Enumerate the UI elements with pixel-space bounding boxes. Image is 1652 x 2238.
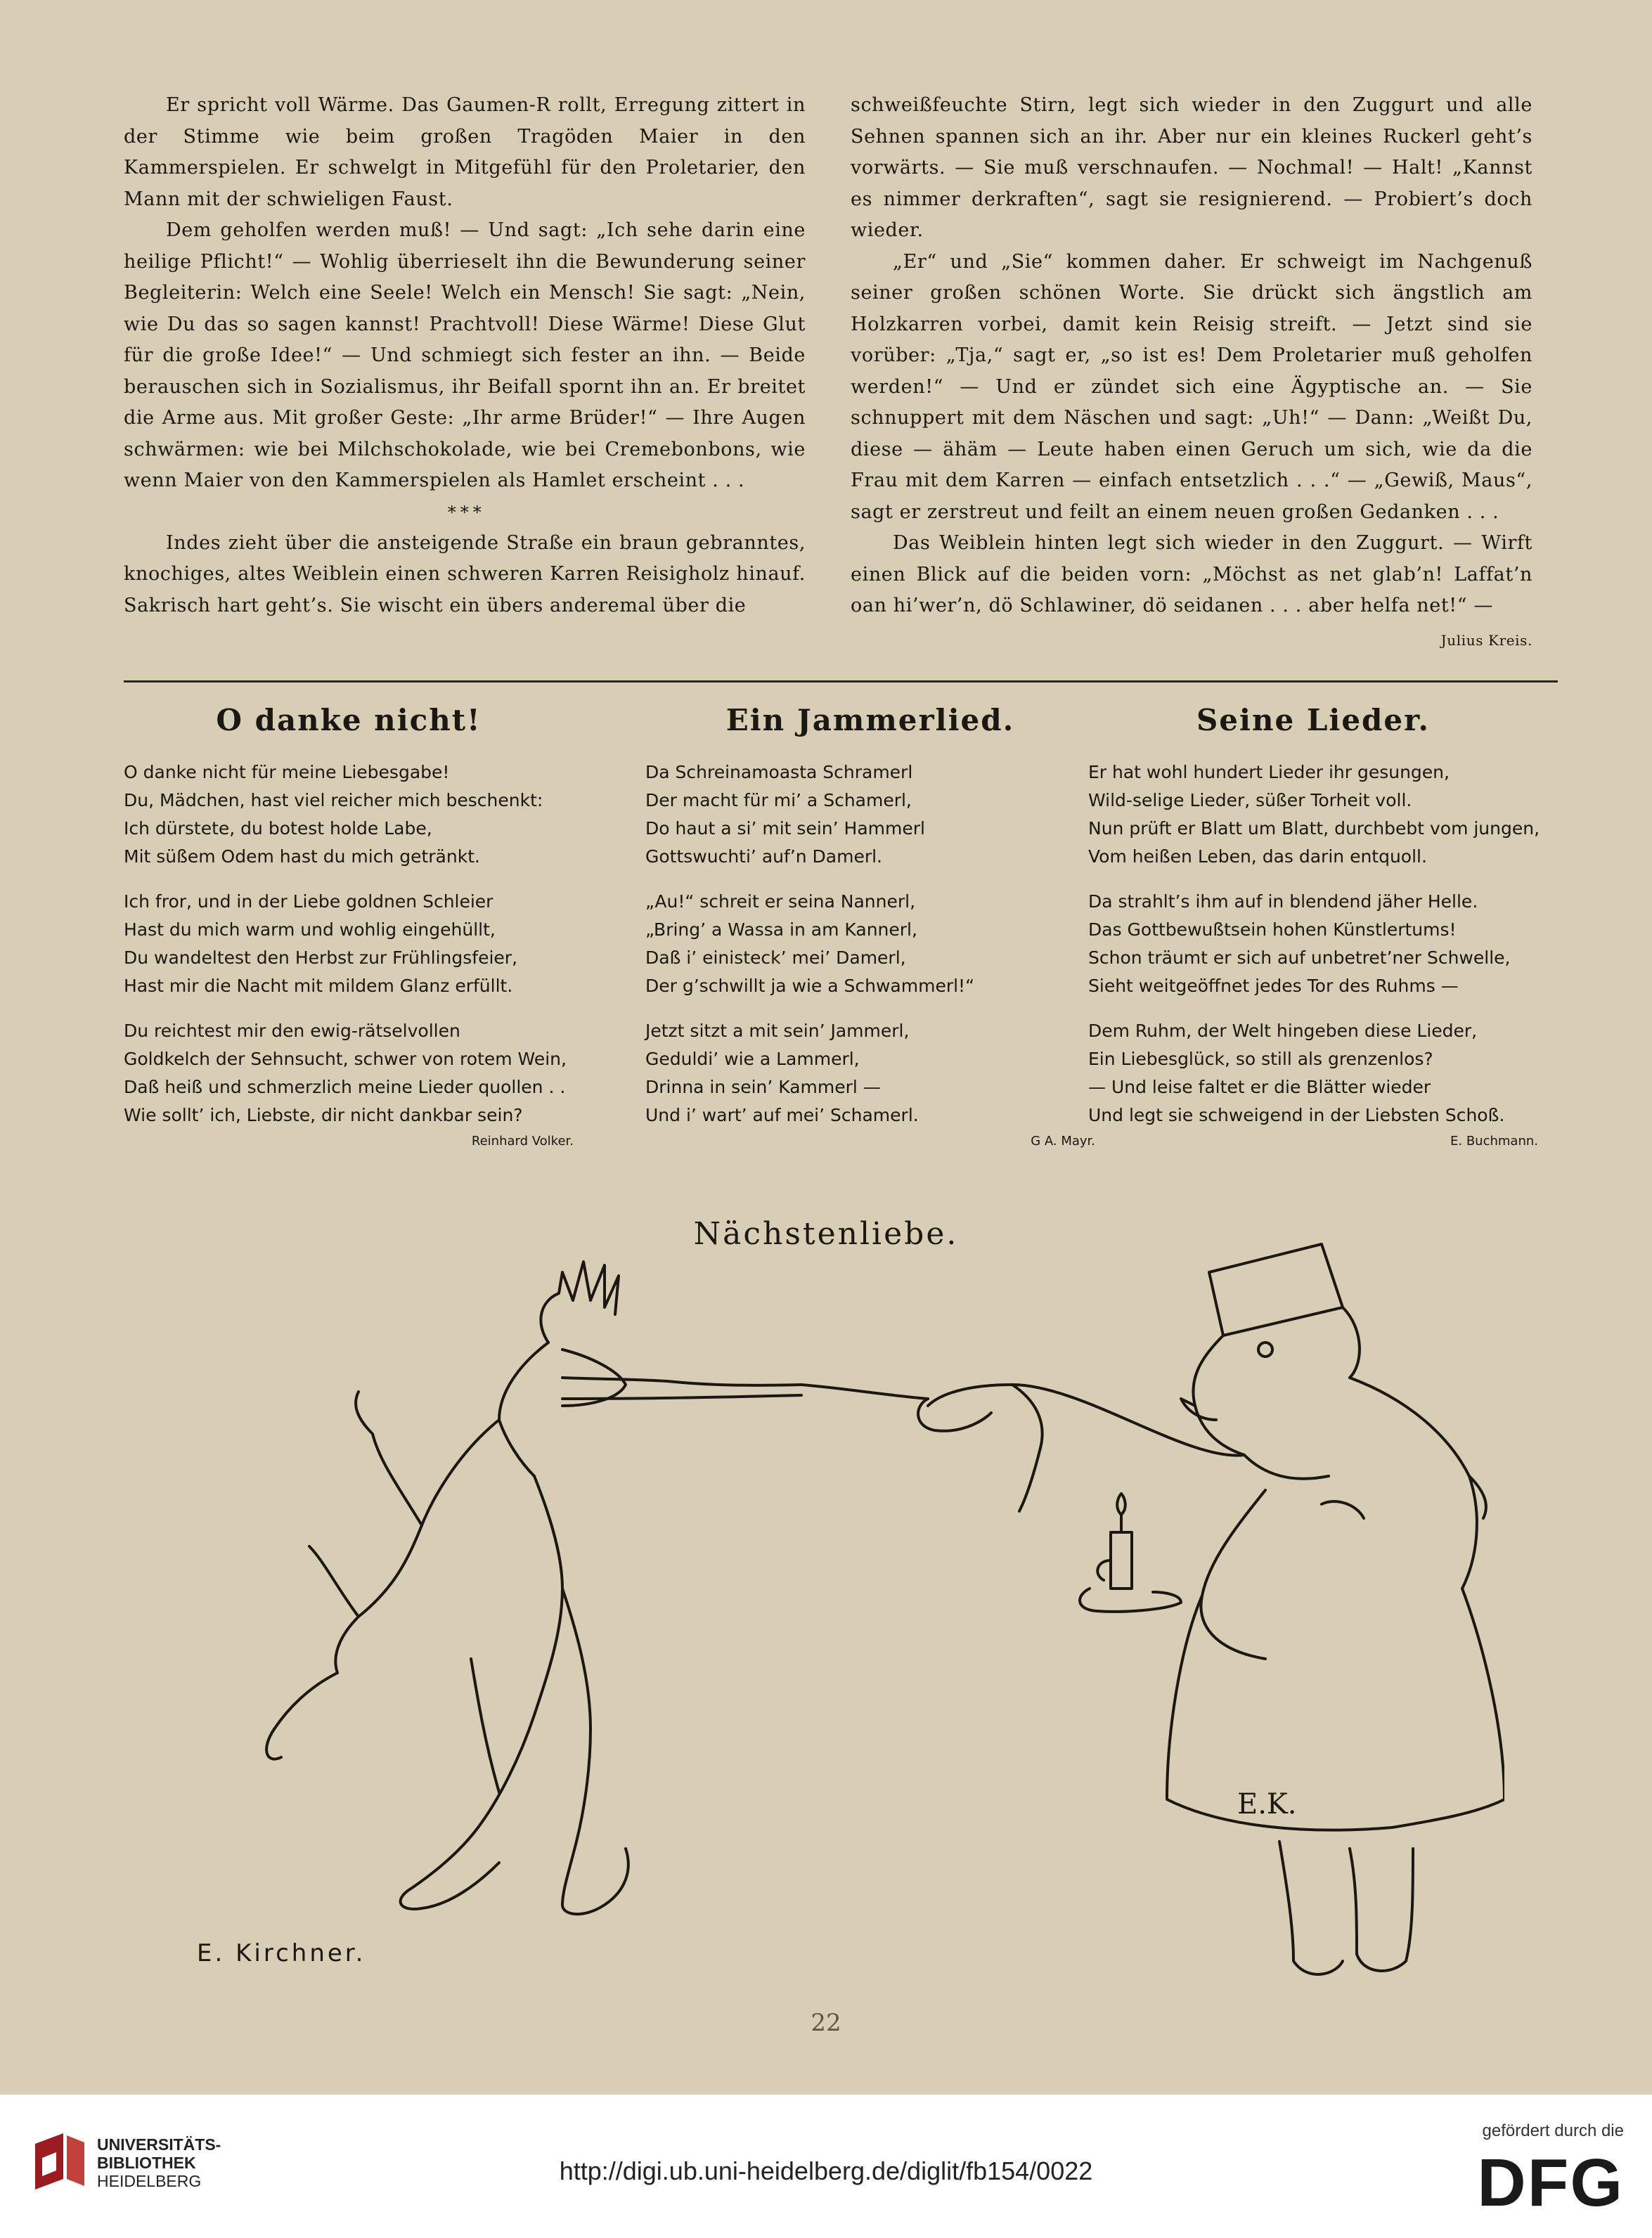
poem-line: Da strahlt’s ihm auf in blendend jäher Helle. <box>1088 891 1478 912</box>
artist-signature: E. Kirchner. <box>197 1939 366 1967</box>
poem-stanza <box>1088 758 1538 871</box>
poem-author: G A. Mayr. <box>1031 1134 1095 1149</box>
prose-column-right <box>851 90 1532 656</box>
poem-ein-jammerlied <box>645 703 1095 1149</box>
paragraph: Das Weiblein hinten legt sich wieder in den Zuggurt. — Wirft einen Blick auf die beiden vorn: „Möchst as net glab’n! Laffat’n oan hi’wer’n, dö Schlawiner, dö seidanen . . . aber helfa net!“ — <box>851 532 1532 616</box>
digitization-footer <box>0 2095 1652 2238</box>
poem-line: Hast mir die Nacht mit mildem Glanz erfüllt. <box>124 976 513 996</box>
poem-line: Und i’ wart’ auf mei’ Schamerl. <box>645 1105 919 1125</box>
poem-line: Du, Mädchen, hast viel reicher mich beschenkt: <box>124 790 543 810</box>
poem-line: Gottswuchti’ auf’n Damerl. <box>645 846 882 867</box>
poem-line: Schon träumt er sich auf unbetret’ner Schwelle, <box>1088 947 1511 968</box>
poem-line: „Au!“ schreit er seina Nannerl, <box>645 891 916 912</box>
poem-line: Nun prüft er Blatt um Blatt, durchbebt vom jungen, <box>1088 818 1540 839</box>
poem-line: „Bring’ a Wassa in am Kannerl, <box>645 919 917 940</box>
monogram: E.K. <box>1237 1788 1297 1820</box>
poem-line: Wie sollt’ ich, Liebste, dir nicht dankbar sein? <box>124 1105 523 1125</box>
poem-author: Reinhard Volker. <box>471 1134 574 1149</box>
poem-line: Ich fror, und in der Liebe goldnen Schleier <box>124 891 493 912</box>
poem-stanza <box>645 758 1095 871</box>
poem-o-danke-nicht <box>124 703 574 1149</box>
poem-stanza <box>124 758 574 871</box>
poem-line: Vom heißen Leben, das darin entquoll. <box>1088 846 1427 867</box>
poem-line: Das Gottbewußtsein hohen Künstlertums! <box>1088 919 1457 940</box>
poem-line: Der g’schwillt ja wie a Schwammerl!“ <box>645 976 975 996</box>
poem-line: — Und leise faltet er die Blätter wieder <box>1088 1077 1431 1097</box>
asterism-separator: * * * <box>447 502 482 522</box>
poem-line: Goldkelch der Sehnsucht, schwer von rotem Wein, <box>124 1049 567 1069</box>
prose-author-signature: Julius Kreis. <box>1440 631 1532 649</box>
funded-by-label: gefördert durch die <box>1482 2121 1624 2140</box>
poem-line: Jetzt sitzt a mit sein’ Jammerl, <box>645 1021 910 1041</box>
page-number: 22 <box>811 2009 841 2037</box>
library-name-line3: HEIDELBERG <box>97 2172 202 2190</box>
paragraph: Er spricht voll Wärme. Das Gaumen-R rollt, Erregung zittert in der Stimme wie beim großen Tragöden Maier in den Kammerspielen. Er schwelgt in Mitgefühl für den Proletarier, den Mann mit der schwieligen Faust. <box>124 94 806 210</box>
poem-title: Ein Jammerlied. <box>725 703 1015 737</box>
poem-line: Du reichtest mir den ewig-rätselvollen <box>124 1021 460 1041</box>
library-name-line2: BIBLIOTHEK <box>97 2154 196 2172</box>
poem-stanza <box>1088 1017 1538 1130</box>
poem-line: Hast du mich warm und wohlig eingehüllt, <box>124 919 496 940</box>
poem-line: Er hat wohl hundert Lieder ihr gesungen, <box>1088 762 1450 782</box>
paragraph: Dem geholfen werden muß! — Und sagt: „Ich sehe darin eine heilige Pflicht!“ — Wohlig überrieselt ihn die Bewunderung seiner Begleiterin: Welch eine Seele! Welch ein Mensch! Sie sagt: „Nein, wie Du das so sagen kannst! Prachtvoll! Diese Wärme! Diese Glut für die große Idee!“ — Und schmiegt sich fester an ihn. — Beide berauschen sich in Sozialismus, ihr Beifall spornt ihn an. Er breitet die Arme aus. Mit großer Geste: „Ihr arme Brüder!“ — Ihre Augen schwärmen: wie bei Milchschokolade, wie bei Cremebonbons, wie wenn Maier von den Kammerspielen als Hamlet erscheint . . . <box>124 219 806 491</box>
poem-line: Und legt sie schweigend in der Liebsten Schoß. <box>1088 1105 1505 1125</box>
prose-column-left <box>124 90 806 621</box>
poem-stanza <box>645 1017 1095 1130</box>
poem-line: Do haut a si’ mit sein’ Hammerl <box>645 818 925 839</box>
poem-line: Mit süßem Odem hast du mich getränkt. <box>124 846 480 867</box>
poem-stanza <box>124 888 574 1000</box>
poem-line: Daß i’ einisteck’ mei’ Damerl, <box>645 947 906 968</box>
poem-seine-lieder <box>1088 703 1538 1149</box>
poem-line: Da Schreinamoasta Schramerl <box>645 762 913 782</box>
candle <box>1080 1494 1181 1612</box>
poem-line: Wild-selige Lieder, süßer Torheit voll. <box>1088 790 1412 810</box>
poem-stanza <box>1088 888 1538 1000</box>
poem-line: Sieht weitgeöffnet jedes Tor des Ruhms — <box>1088 976 1459 996</box>
poem-line: Dem Ruhm, der Welt hingeben diese Lieder, <box>1088 1021 1478 1041</box>
permalink-url[interactable]: http://digi.ub.uni-heidelberg.de/diglit/fb154/0022 <box>559 2156 1093 2185</box>
poem-line: Drinna in sein’ Kammerl — <box>645 1077 881 1097</box>
poem-line: Der macht für mi’ a Schamerl, <box>645 790 912 810</box>
illustration-title: Nächstenliebe. <box>693 1216 959 1252</box>
poem-line: O danke nicht für meine Liebesgabe! <box>124 762 450 782</box>
paragraph: Indes zieht über die ansteigende Straße ein braun gebranntes, knochiges, altes Weiblein einen schweren Karren Reisigholz hinauf. Sakrisch hart geht’s. Sie wischt ein übers anderemal über die <box>124 531 806 616</box>
poem-line: Geduldi’ wie a Lammerl, <box>645 1049 860 1069</box>
spoon-handle <box>801 1385 928 1399</box>
poem-stanza <box>645 888 1095 1000</box>
dfg-logo: DFG <box>1477 2145 1624 2220</box>
man-figure <box>918 1244 1504 1974</box>
paragraph: „Er“ und „Sie“ kommen daher. Er schweigt im Nachgenuß seiner großen schönen Worte. Sie drückt sich ängstlich am Holzkarren vorbei, damit kein Reisig streift. — Jetzt sind sie vorüber: „Tja,“ sagt er, „so ist es! Dem Proletarier muß geholfen werden!“ — Und er zündet sich eine Ägyptische an. — Sie schnuppert mit dem Näschen und sagt: „Uh!“ — Dann: „Weißt Du, diese — ähäm — Leute haben einen Geruch um sich, wie da die Frau mit dem Karren — einfach entsetzlich . . .“ — „Gewiß, Maus“, sagt er zerstreut und feilt an einem neuen großen Gedanken . . . <box>851 250 1532 523</box>
poem-line: Daß heiß und schmerzlich meine Lieder quollen . . <box>124 1077 566 1097</box>
paragraph: schweißfeuchte Stirn, legt sich wieder in den Zuggurt und alle Sehnen spannen sich an ihr. Aber nur ein kleines Ruckerl geht’s vorwärts. — Sie muß verschnaufen. — Nochmal! — Halt! „Kannst es nimmer derkraften“, sagt sie resignierend. — Probiert’s doch wieder. <box>851 94 1532 241</box>
creature-figure <box>266 1262 801 1914</box>
poem-line: Du wandeltest den Herbst zur Frühlingsfeier, <box>124 947 518 968</box>
poem-line: Ich dürstete, du botest holde Labe, <box>124 818 432 839</box>
library-name-line1: UNIVERSITÄTS- <box>97 2135 221 2154</box>
poem-title: Seine Lieder. <box>1196 703 1431 737</box>
cartoon-illustration <box>169 1195 1504 1996</box>
poem-stanza <box>124 1017 574 1130</box>
poem-line: Ein Liebesglück, so still als grenzenlos? <box>1088 1049 1433 1069</box>
poem-title: O danke nicht! <box>216 703 482 737</box>
poem-author: E. Buchmann. <box>1450 1134 1538 1149</box>
section-divider <box>124 680 1558 683</box>
